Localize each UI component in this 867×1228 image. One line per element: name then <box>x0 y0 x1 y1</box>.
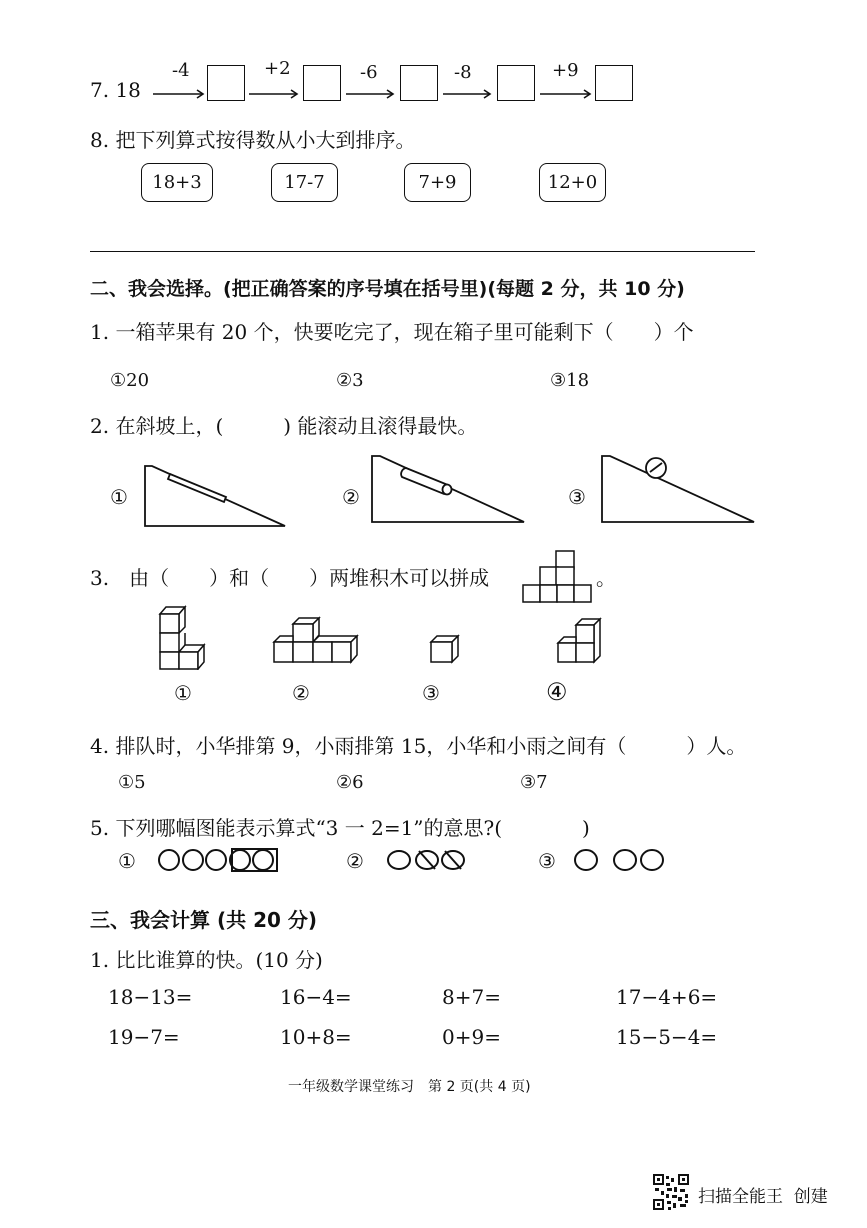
s2-q5-mark-2: ② <box>346 849 364 873</box>
block-option-4-figure <box>554 616 604 666</box>
s2-q3-mark-3: ③ <box>422 681 440 705</box>
s3-calc-r1-c4: 17−4+6= <box>616 985 718 1009</box>
circles-option-1-figure <box>156 846 286 874</box>
scanner-watermark: 扫描全能王 创建 <box>698 1187 828 1207</box>
section-divider <box>90 251 755 252</box>
circles-option-3-figure <box>570 846 670 874</box>
s2-q1-option-3: ③18 <box>550 370 590 391</box>
s2-q5-mark-3: ③ <box>538 849 556 873</box>
s3-calc-r1-c1: 18−13= <box>108 985 193 1009</box>
page-footer: 一年级数学课堂练习 第 2 页(共 4 页) <box>288 1079 531 1095</box>
q7-op-1: -4 <box>172 60 190 81</box>
s2-q5-text: 5. 下列哪幅图能表示算式“3 一 2=1”的意思?( ) <box>90 816 590 840</box>
section3-title: 三、我会计算 (共 20 分) <box>90 908 318 932</box>
q7-op-4: -8 <box>454 62 472 83</box>
s2-q1-option-1: ①20 <box>110 370 150 391</box>
q8-expr-2: 17-7 <box>271 163 338 202</box>
s2-q4-option-1: ①5 <box>118 772 146 793</box>
s2-q2-mark-1: ① <box>110 485 128 509</box>
s2-q4-option-3: ③7 <box>520 772 548 793</box>
qr-code-icon <box>652 1173 690 1211</box>
s3-q1-title: 1. 比比谁算的快。(10 分) <box>90 948 323 972</box>
s3-calc-r2-c1: 19−7= <box>108 1025 180 1049</box>
block-option-3-figure <box>428 634 462 666</box>
s2-q4-text: 4. 排队时，小华排第 9，小雨排第 15，小华和小雨之间有（ ）人。 <box>90 734 747 758</box>
s2-q1-option-2: ②3 <box>336 370 364 391</box>
s3-calc-r2-c2: 10+8= <box>280 1025 352 1049</box>
q7-answer-box-5[interactable] <box>595 65 633 101</box>
target-block-figure <box>520 548 595 606</box>
q8-title: 8. 把下列算式按得数从小大到排序。 <box>90 128 416 152</box>
s2-q2-mark-2: ② <box>342 485 360 509</box>
s2-q5-mark-1: ① <box>118 849 136 873</box>
s2-q1-text: 1. 一箱苹果有 20 个，快要吃完了，现在箱子里可能剩下（ ）个 <box>90 320 694 344</box>
section2-title: 二、我会选择。(把正确答案的序号填在括号里)(每题 2 分，共 10 分) <box>90 278 685 300</box>
s2-q3-mark-2: ② <box>292 681 310 705</box>
q8-expr-1: 18+3 <box>141 163 213 202</box>
block-option-2-figure <box>270 614 365 666</box>
q7-answer-box-1[interactable] <box>207 65 245 101</box>
s2-q2-mark-3: ③ <box>568 485 586 509</box>
s2-q3-mark-1: ① <box>174 681 192 705</box>
q8-expr-4: 12+0 <box>539 163 606 202</box>
q8-expr-3: 7+9 <box>404 163 471 202</box>
s3-calc-r2-c4: 15−5−4= <box>616 1025 718 1049</box>
q7-op-2: +2 <box>264 58 291 79</box>
q7-op-5: +9 <box>552 60 579 81</box>
slope-cuboid-figure <box>140 460 290 530</box>
s3-calc-r1-c3: 8+7= <box>442 985 501 1009</box>
s2-q3-text-end: 。 <box>596 566 616 590</box>
s3-calc-r2-c3: 0+9= <box>442 1025 501 1049</box>
q7-answer-box-4[interactable] <box>497 65 535 101</box>
q7-op-3: -6 <box>360 62 378 83</box>
s2-q3-mark-4: ④ <box>546 678 568 706</box>
s2-q4-option-2: ②6 <box>336 772 364 793</box>
slope-cylinder-figure <box>368 452 528 527</box>
s2-q3-text: 3. 由（ ）和（ ）两堆积木可以拼成 <box>90 566 490 590</box>
s2-q2-text: 2. 在斜坡上，( ) 能滚动且滚得最快。 <box>90 414 478 438</box>
q7-label: 7. 18 <box>90 78 141 102</box>
q7-answer-box-3[interactable] <box>400 65 438 101</box>
slope-ball-figure <box>598 452 758 527</box>
q7-answer-box-2[interactable] <box>303 65 341 101</box>
s3-calc-r1-c2: 16−4= <box>280 985 352 1009</box>
block-option-1-figure <box>156 604 206 670</box>
circles-option-2-figure <box>385 846 475 874</box>
